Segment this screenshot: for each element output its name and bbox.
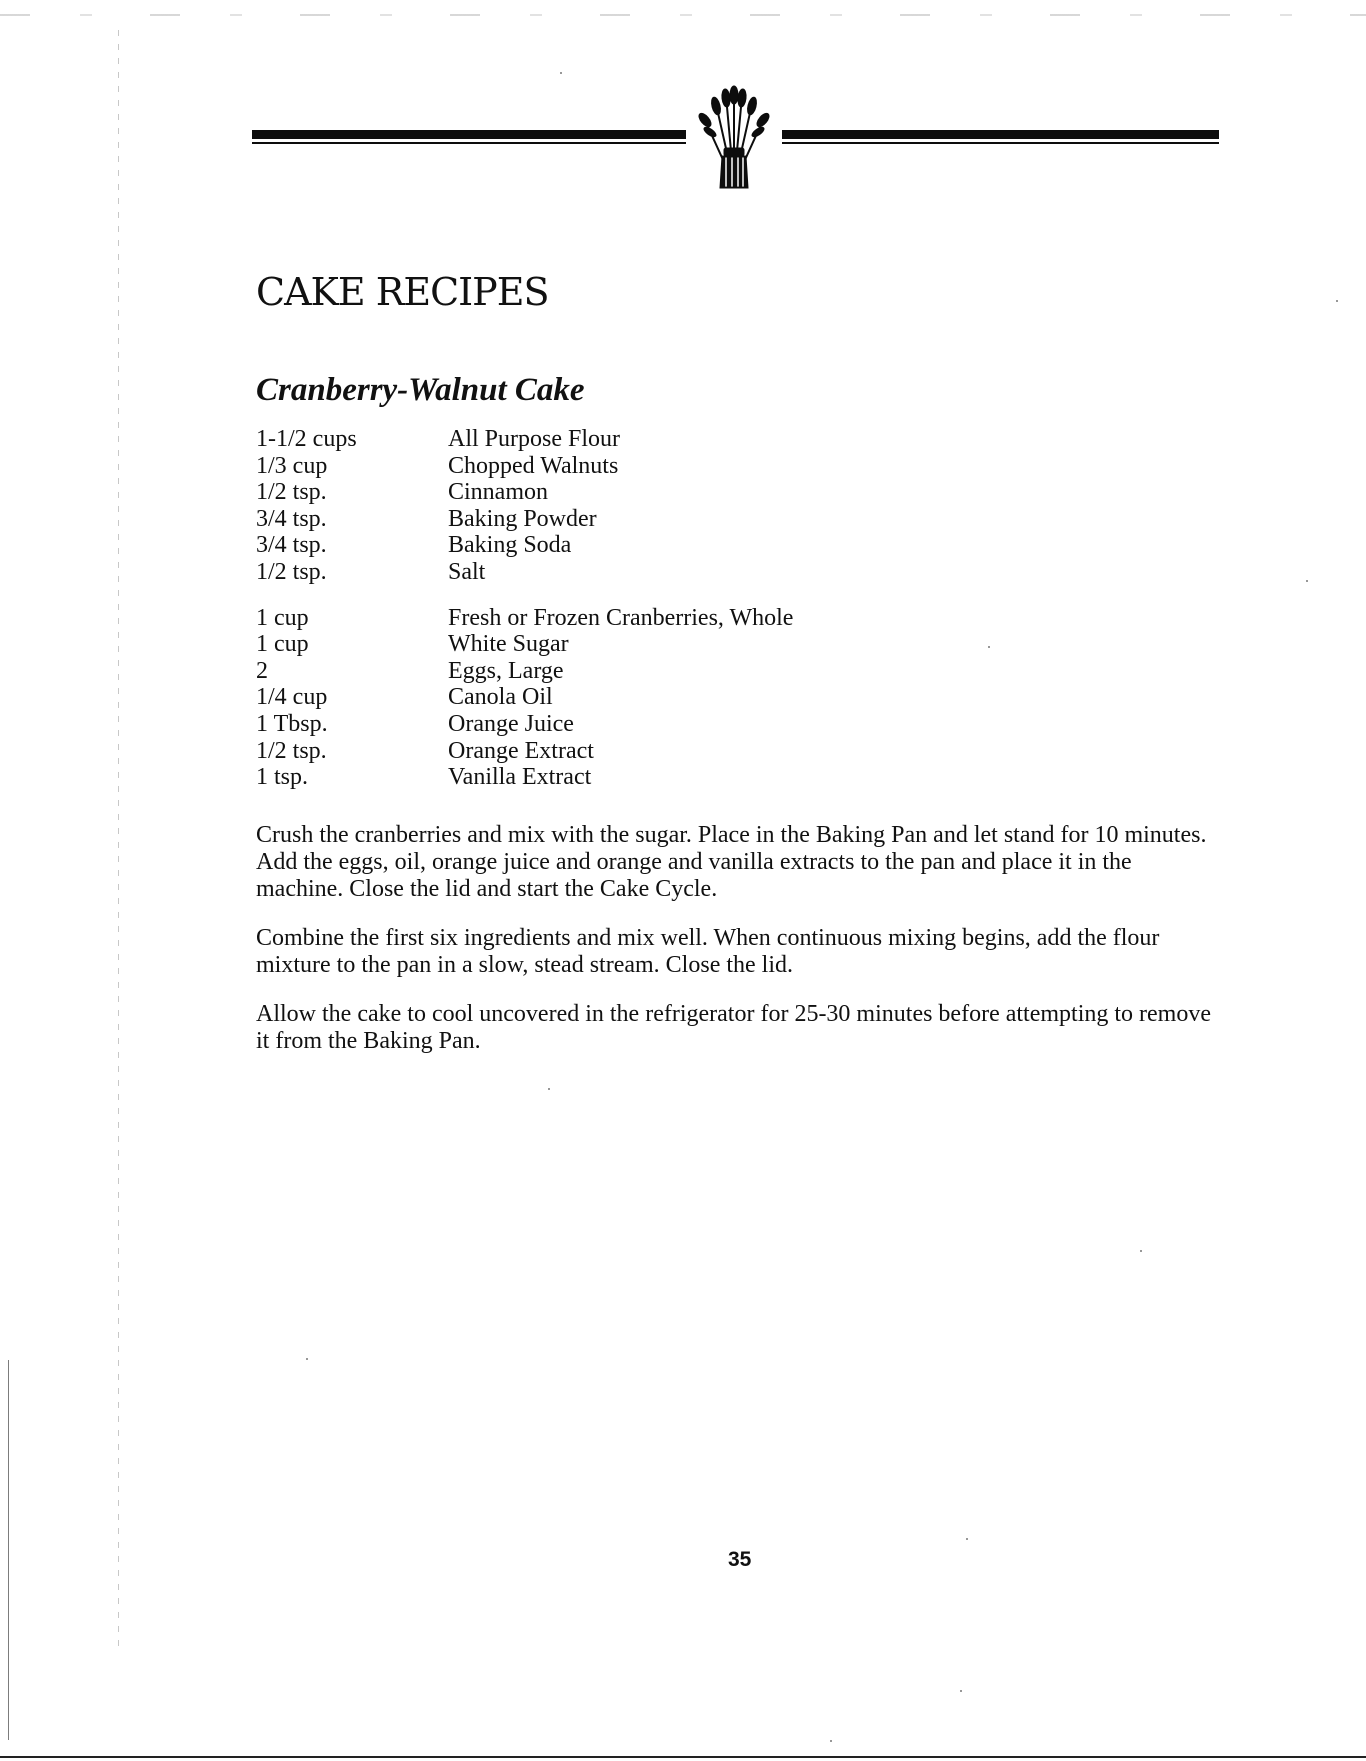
- ingredient-row: [256, 605, 1156, 632]
- ingredient-row: [256, 453, 1156, 480]
- ingredient-quantity: 1-1/2 cups: [256, 426, 357, 452]
- scan-speck: [560, 72, 562, 74]
- ingredient-quantity: 1 cup: [256, 604, 309, 631]
- ingredient-name: Eggs, Large: [448, 657, 564, 684]
- ingredient-row: [256, 764, 1156, 791]
- instruction-paragraph: Combine the first six ingredients and mix well. When continuous mixing begins, add the flour mixture to the pan in a slow, stead stream. Close the lid.: [256, 925, 1160, 978]
- scan-speck: [1336, 300, 1338, 302]
- ingredient-quantity: 1/4 cup: [256, 684, 328, 711]
- ingredient-name: Canola Oil: [448, 684, 553, 711]
- scan-speck: [960, 1690, 962, 1692]
- ingredient-name: Orange Juice: [448, 710, 574, 737]
- ingredient-quantity: 1/2 tsp.: [256, 479, 327, 506]
- scan-speck: [548, 1088, 550, 1090]
- ingredient-quantity: 2: [256, 657, 268, 684]
- ingredient-quantity: 1/2 tsp.: [256, 558, 327, 585]
- ingredient-row: [256, 532, 1156, 559]
- ingredient-row: [256, 506, 1156, 533]
- ingredient-name: Orange Extract: [448, 737, 594, 764]
- wet-ingredient-group: [256, 605, 1156, 791]
- ingredient-row: [256, 658, 1156, 685]
- ingredient-row: [256, 631, 1156, 658]
- instruction-paragraph: Crush the cranberries and mix with the sugar. Place in the Baking Pan and let stand for 10 minutes. Add the eggs, oil, orange juice and orange and vanilla extracts to the pan and place it in the machine. Close the lid and start the Cake Cycle.: [256, 822, 1207, 902]
- ingredient-quantity: 1 tsp.: [256, 764, 309, 791]
- ingredient-quantity: 1/2 tsp.: [256, 737, 327, 764]
- ingredient-row: [256, 711, 1156, 738]
- scan-top-noise: [0, 14, 1366, 16]
- page-number: 35: [728, 1548, 752, 1571]
- ingredient-row: [256, 684, 1156, 711]
- ingredient-quantity: 1/3 cup: [256, 452, 328, 479]
- scan-speck: [1306, 580, 1308, 582]
- dry-ingredient-group: [256, 426, 1156, 586]
- scan-speck: [1140, 1250, 1142, 1252]
- ingredient-name: White Sugar: [448, 631, 569, 658]
- scan-speck: [306, 1358, 308, 1360]
- scan-speck: [988, 646, 990, 648]
- ingredient-name: Cinnamon: [448, 479, 548, 506]
- ingredient-quantity: 1 cup: [256, 631, 309, 658]
- recipe-instructions: [256, 822, 1216, 1077]
- ingredient-row: [256, 426, 1156, 453]
- section-heading: CAKE RECIPES: [256, 270, 549, 314]
- ingredient-name: Salt: [448, 558, 486, 585]
- ingredient-name: Baking Powder: [448, 505, 597, 532]
- ingredient-quantity: 3/4 tsp.: [256, 505, 327, 532]
- ingredient-name: All Purpose Flour: [448, 426, 621, 452]
- ingredient-list: [256, 426, 1156, 791]
- ingredient-row: [256, 479, 1156, 506]
- ingredient-name: Baking Soda: [448, 532, 572, 559]
- scan-left-edge: [8, 1360, 9, 1740]
- ingredient-name: Fresh or Frozen Cranberries, Whole: [448, 604, 794, 631]
- recipe-title: Cranberry-Walnut Cake: [256, 372, 585, 408]
- ingredient-quantity: 3/4 tsp.: [256, 532, 327, 559]
- ingredient-name: Chopped Walnuts: [448, 452, 619, 479]
- scan-speck: [966, 1538, 968, 1540]
- scan-binding-margin: [118, 30, 119, 1650]
- scan-speck: [830, 1740, 832, 1742]
- ingredient-row: [256, 738, 1156, 765]
- scan-bottom-edge: [0, 1756, 1366, 1758]
- wheat-sheaf-icon: [686, 84, 782, 194]
- ingredient-quantity: 1 Tbsp.: [256, 710, 328, 737]
- instruction-paragraph: Allow the cake to cool uncovered in the refrigerator for 25-30 minutes before attempting to remove it from the Baking Pan.: [256, 1001, 1211, 1054]
- ingredient-name: Vanilla Extract: [448, 764, 592, 791]
- ingredient-row: [256, 559, 1156, 586]
